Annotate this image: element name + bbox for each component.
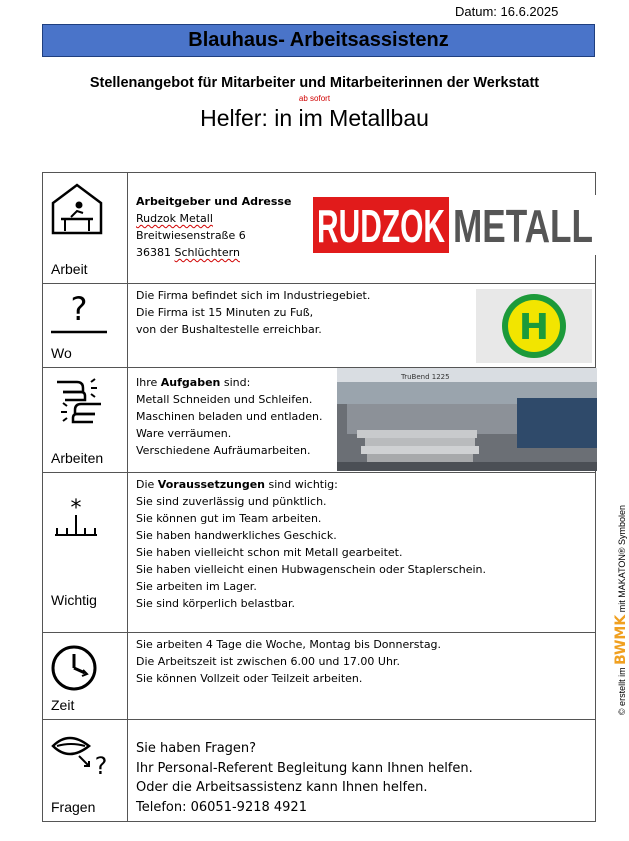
company-name: Rudzok Metall: [136, 212, 213, 225]
row-wichtig: [43, 473, 596, 633]
row-zeit: [43, 633, 596, 720]
copyright-text: mit MAKATON® Symbolen: [617, 504, 627, 613]
workshop-photo: [337, 368, 597, 476]
important-icon: [51, 495, 101, 546]
requirement-item: Sie haben handwerkliches Geschick.: [136, 529, 337, 542]
page-subtitle: Stellenangebot für Mitarbeiter und Mitarbeiterinnen der Werkstatt: [89, 75, 540, 91]
working-hands-icon: [51, 376, 107, 433]
row-icon-cell: [43, 173, 128, 284]
requirement-item: Sie arbeiten im Lager.: [136, 580, 257, 593]
city-name: Schlüchtern: [174, 246, 240, 259]
questions-line: Oder die Arbeitsassistenz kann Ihnen helfen.: [136, 780, 428, 795]
requirement-item: Sie haben vielleicht schon mit Metall gearbeitet.: [136, 546, 403, 559]
tasks-intro-text: sind:: [220, 376, 251, 389]
svg-text:?: ?: [94, 752, 108, 780]
task-item: Maschinen beladen und entladen.: [136, 410, 323, 423]
task-item: Metall Schneiden und Schleifen.: [136, 393, 313, 406]
row-content-cell: [128, 720, 596, 822]
questions-line: Sie haben Fragen?: [136, 741, 257, 756]
availability-note: ab sofort: [298, 94, 331, 103]
requirements-intro-bold: Voraussetzungen: [157, 478, 265, 491]
working-time-line: Sie arbeiten 4 Tage die Woche, Montag bis Donnerstag.: [136, 638, 442, 651]
row-icon-cell: [43, 633, 128, 720]
row-content-cell: [128, 633, 596, 720]
row-content-cell: [128, 473, 596, 633]
requirement-item: Sie sind zuverlässig und pünktlich.: [136, 495, 327, 508]
bwmk-logo: BWMK: [613, 614, 629, 665]
street-address: Breitwiesenstraße 6: [136, 229, 246, 242]
location-line: Die Firma befindet sich im Industriegebiet.: [136, 289, 371, 302]
postal-code: 36381: [136, 246, 171, 259]
questions-line: Ihr Personal-Referent Begleitung kann Ihnen helfen.: [136, 760, 473, 776]
row-icon-cell: [43, 368, 128, 473]
row-content-cell: [128, 368, 596, 473]
row-icon-cell: [43, 473, 128, 633]
location-line: von der Bushaltestelle erreichbar.: [136, 323, 322, 336]
row-label: Wo: [51, 345, 72, 361]
svg-text:*: *: [70, 496, 82, 521]
row-arbeiten: [43, 368, 596, 473]
requirement-item: Sie sind körperlich belastbar.: [136, 597, 295, 610]
row-fragen: [43, 720, 596, 822]
working-time-line: Sie können Vollzeit oder Teilzeit arbeiten.: [136, 672, 363, 685]
copyright-sidebar: [611, 480, 629, 740]
job-title: Helfer: in im Metallbau: [200, 105, 429, 131]
requirements-intro-text: Die: [136, 478, 158, 491]
row-content-cell: [128, 284, 596, 368]
logo-text-right: METALL: [453, 200, 593, 252]
company-logo: [313, 195, 596, 260]
requirement-item: Sie können gut im Team arbeiten.: [136, 512, 322, 525]
row-icon-cell: [43, 284, 128, 368]
workplace-icon: [49, 181, 105, 242]
clock-icon: [49, 643, 99, 698]
row-label: Zeit: [51, 697, 75, 713]
machine-label: TruBend 1225: [401, 373, 450, 381]
info-table: [42, 172, 596, 822]
bus-stop-letter: H: [518, 307, 550, 348]
copyright-text: © erstellt im: [617, 667, 627, 716]
row-icon-cell: [43, 720, 128, 822]
requirements-intro-text: sind wichtig:: [265, 478, 338, 491]
task-item: Verschiedene Aufräumarbeiten.: [136, 444, 311, 457]
tasks-intro-bold: Aufgaben: [160, 376, 221, 389]
contact-phone: Telefon: 06051-9218 4921: [136, 799, 307, 815]
svg-text:?: ?: [70, 290, 88, 328]
page-banner-title: Blauhaus- Arbeitsassistenz: [42, 24, 595, 57]
task-item: Ware verräumen.: [136, 427, 232, 440]
row-label: Arbeiten: [51, 450, 104, 466]
location-line: Die Firma ist 15 Minuten zu Fuß,: [136, 306, 314, 319]
row-content-cell: [128, 173, 596, 284]
questions-mouth-icon: [49, 728, 113, 789]
requirement-item: Sie haben vielleicht einen Hubwagenschein oder Staplerschein.: [136, 563, 486, 576]
employer-heading: Arbeitgeber und Adresse: [136, 195, 292, 208]
row-label: Fragen: [51, 799, 96, 815]
row-wo: [43, 284, 596, 368]
logo-text-left: RUDZOK: [317, 200, 445, 252]
row-arbeit: [43, 173, 596, 284]
date-label: Datum: 16.6.2025: [455, 4, 559, 19]
question-location-icon: [51, 290, 111, 341]
row-label: Wichtig: [51, 592, 97, 608]
row-label: Arbeit: [51, 261, 88, 277]
tasks-intro-text: Ihre: [136, 376, 161, 389]
bus-stop-icon: [476, 289, 592, 368]
working-time-line: Die Arbeitszeit ist zwischen 6.00 und 17.00 Uhr.: [136, 655, 400, 668]
